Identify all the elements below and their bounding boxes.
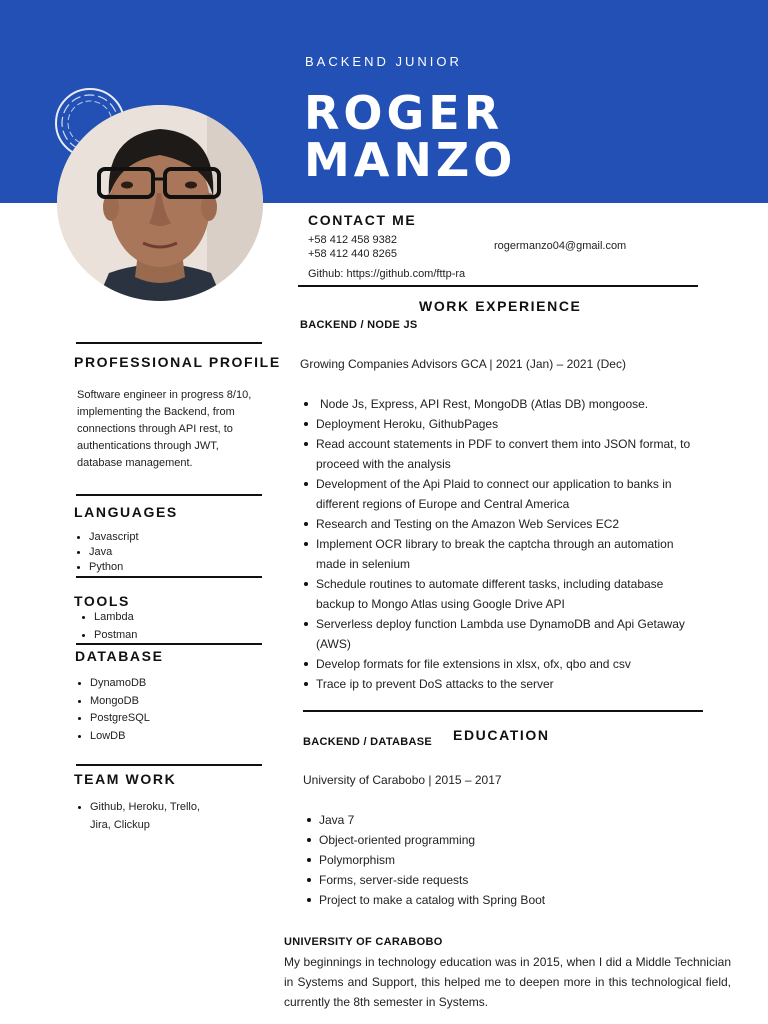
database-divider [76,643,262,645]
list-item: Postman [80,627,260,645]
teamwork-list [76,799,206,834]
work-company: Growing Companies Advisors GCA | 2021 (Jan) – 2021 (Dec) [300,357,626,371]
work-duties-list [300,394,700,694]
education-title: EDUCATION [453,727,550,743]
list-item: Develop formats for file extensions in xlsx, ofx, qbo and csv [300,654,700,674]
education-school: University of Carabobo | 2015 – 2017 [303,773,502,787]
list-item: Schedule routines to automate different tasks, including database backup to Mongo Atlas using Google Drive API [300,574,700,614]
profile-photo [57,105,263,301]
list-item: Implement OCR library to break the captcha through an automation made in selenium [300,534,700,574]
list-item: DynamoDB [76,675,256,693]
list-item: PostgreSQL [76,710,256,728]
list-item: Research and Testing on the Amazon Web Services EC2 [300,514,700,534]
list-item: Read account statements in PDF to convert them into JSON format, to proceed with the analysis [300,434,700,474]
list-item: LowDB [76,728,256,746]
contact-divider [298,285,698,287]
languages-divider [76,494,262,496]
list-item: Java [75,545,255,560]
database-title: DATABASE [75,648,164,664]
list-item: Project to make a catalog with Spring Boot [303,890,683,910]
teamwork-title: TEAM WORK [74,771,177,787]
tools-divider [76,576,262,578]
profile-text: Software engineer in progress 8/10, implementing the Backend, from connections through API rest, to authentications through JWT, database management. [77,389,252,469]
list-item: Javascript [75,530,255,545]
email-link[interactable]: rogermanzo04@gmail.com [494,240,627,252]
profile-title: PROFESSIONAL PROFILE [74,354,281,370]
list-item: Trace ip to prevent DoS attacks to the server [300,674,700,694]
work-divider [303,710,703,712]
list-item: Java 7 [303,810,683,830]
phone-2[interactable]: +58 412 440 8265 [308,248,398,260]
last-name: MANZO [304,133,517,187]
list-item: Polymorphism [303,850,683,870]
languages-title: LANGUAGES [74,504,178,520]
list-item: Python [75,560,255,575]
work-title: WORK EXPERIENCE [419,298,582,314]
github-link[interactable]: Github: https://github.com/fttp-ra [308,268,466,280]
job-role: BACKEND JUNIOR [305,54,462,69]
tools-list [80,609,260,644]
list-item: Github, Heroku, Trello, Jira, Clickup [76,799,206,834]
education-role: BACKEND / DATABASE [303,736,433,748]
list-item: Deployment Heroku, GithubPages [300,414,700,434]
university-text: My beginnings in technology education was in 2015, when I did a Middle Technician in Systems and Support, this helped me to deepen more in this technological field, currently the 8th semester in Systems. [284,955,731,1009]
list-item: Development of the Api Plaid to connect our application to banks in different regions of Europe and Central America [300,474,700,514]
teamwork-divider [76,764,262,766]
tools-title: TOOLS [74,593,130,609]
first-name: ROGER [304,86,504,140]
list-item: Object-oriented programming [303,830,683,850]
languages-list [75,530,255,575]
list-item: MongoDB [76,693,256,711]
list-item: Forms, server-side requests [303,870,683,890]
list-item: Serverless deploy function Lambda use DynamoDB and Api Getaway (AWS) [300,614,700,654]
university-title: UNIVERSITY OF CARABOBO [284,936,443,948]
database-list [76,675,256,746]
education-topics-list [303,810,683,910]
list-item: Node Js, Express, API Rest, MongoDB (Atlas DB) mongoose. [300,394,700,414]
contact-title: CONTACT ME [308,212,417,228]
work-role: BACKEND / NODE JS [300,319,418,331]
phone-1[interactable]: +58 412 458 9382 [308,234,398,246]
profile-divider-top [76,342,262,344]
list-item: Lambda [80,609,260,627]
